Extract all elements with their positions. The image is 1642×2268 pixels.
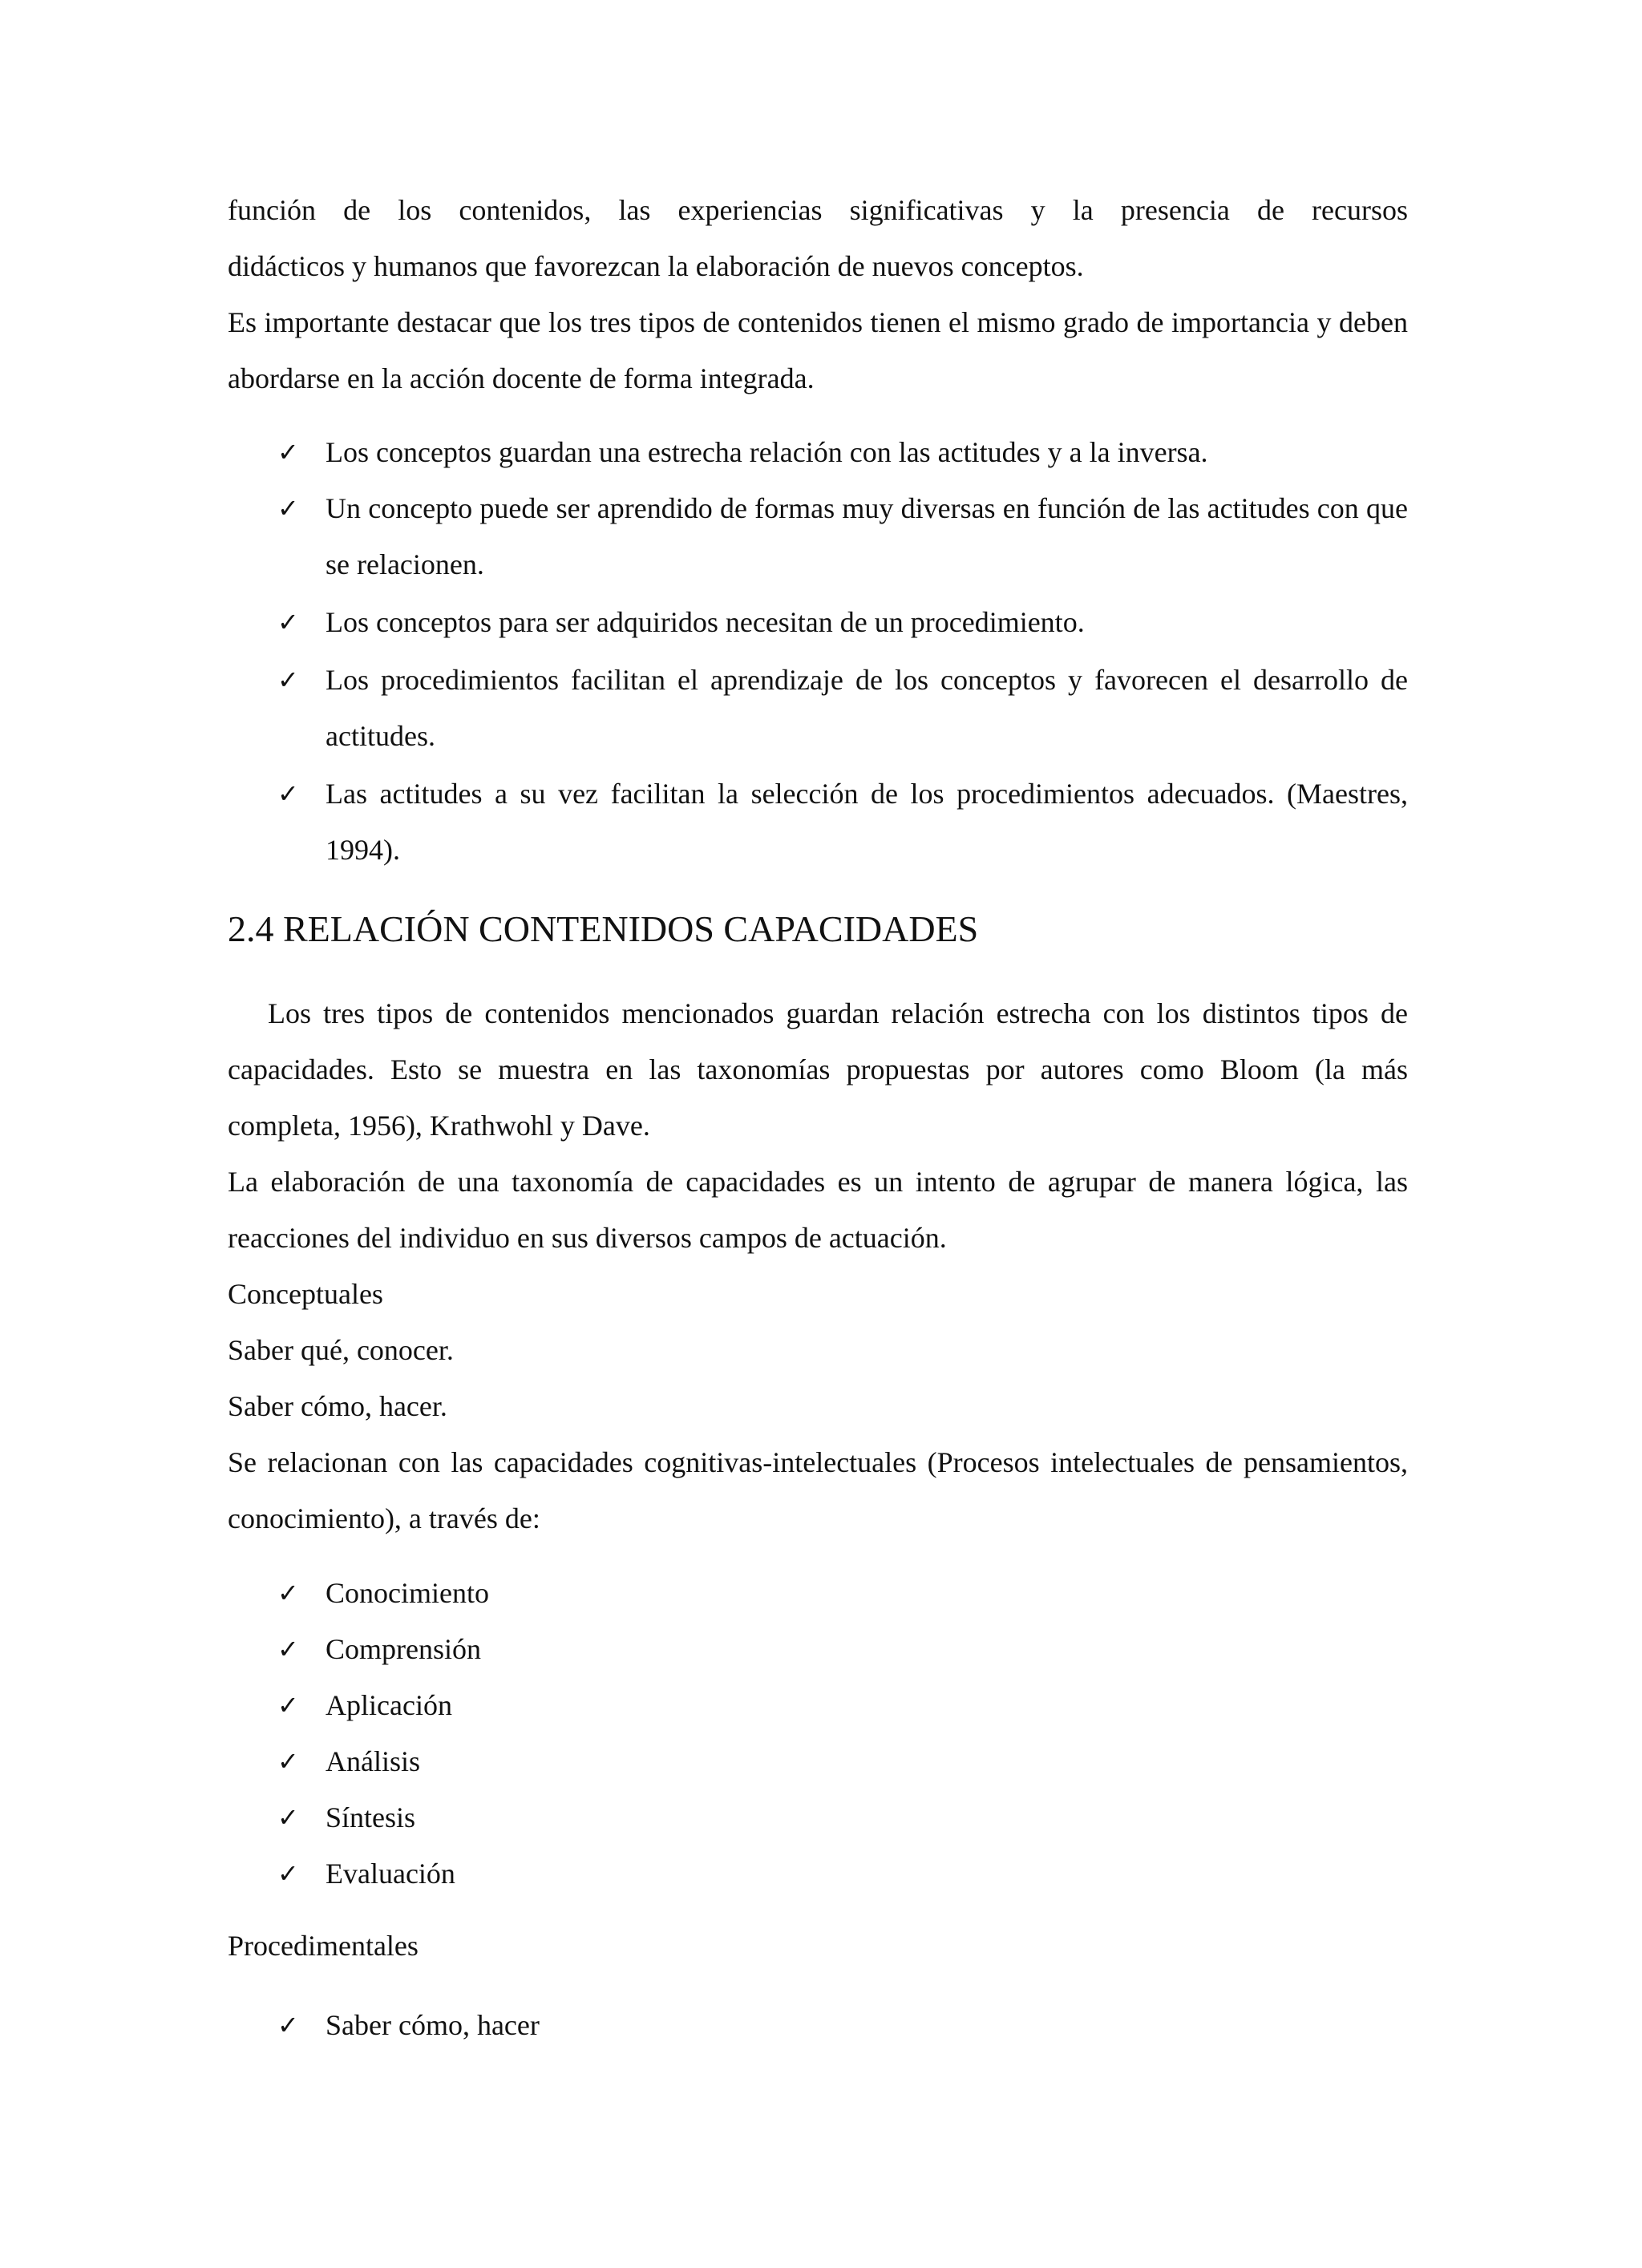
check-icon: ✓ — [277, 493, 299, 524]
list-item: ✓ Saber cómo, hacer — [228, 1997, 1408, 2053]
list-item: ✓ Comprensión — [228, 1621, 1408, 1677]
list-item: ✓ Análisis — [228, 1733, 1408, 1789]
conceptuales-label: Conceptuales — [228, 1278, 383, 1310]
check-icon: ✓ — [277, 1858, 299, 1889]
check-icon: ✓ — [277, 1578, 299, 1608]
procedimentales-label: Procedimentales — [228, 1930, 419, 1962]
check-icon: ✓ — [277, 1802, 299, 1833]
check-icon: ✓ — [277, 2010, 299, 2040]
check-icon: ✓ — [277, 1634, 299, 1664]
list-item: ✓ Síntesis — [228, 1789, 1408, 1846]
section-body — [228, 985, 1408, 1546]
procedimentales-list — [228, 1997, 1408, 2053]
section-paragraph-3: Se relacionan con las capacidades cognitivas-intelectuales (Procesos intelectuales de pensamientos, conocimiento), a través de: — [228, 1446, 1408, 1534]
check-icon: ✓ — [277, 665, 299, 695]
intro-paragraph-2: Es importante destacar que los tres tipos de contenidos tienen el mismo grado de importancia y deben abordarse en la acción docente de forma integrada. — [228, 306, 1408, 394]
saber-como-line: Saber cómo, hacer. — [228, 1390, 447, 1422]
list-item: ✓ Los conceptos guardan una estrecha relación con las actitudes y a la inversa. — [228, 424, 1408, 480]
list-item: ✓ Evaluación — [228, 1846, 1408, 1902]
check-icon: ✓ — [277, 607, 299, 637]
check-icon: ✓ — [277, 437, 299, 467]
cognitive-list — [228, 1565, 1408, 1902]
intro-line-2: didácticos y humanos que favorezcan la elaboración de nuevos conceptos. — [228, 250, 1084, 282]
intro-block — [228, 182, 1408, 406]
list-item: ✓ Las actitudes a su vez facilitan la selección de los procedimientos adecuados. (Maestres, 1994). — [228, 766, 1408, 878]
check-icon: ✓ — [277, 1746, 299, 1777]
list-item: ✓ Aplicación — [228, 1677, 1408, 1733]
section-paragraph-2: La elaboración de una taxonomía de capacidades es un intento de agrupar de manera lógica, las reacciones del individuo en sus diversos campos de actuación. — [228, 1166, 1408, 1254]
relations-list — [228, 424, 1408, 878]
check-icon: ✓ — [277, 778, 299, 809]
list-item: ✓ Un concepto puede ser aprendido de formas muy diversas en función de las actitudes con que se relacionen. — [228, 480, 1408, 592]
list-item: ✓ Los procedimientos facilitan el aprendizaje de los conceptos y favorecen el desarrollo de actitudes. — [228, 652, 1408, 764]
section-paragraph-1: Los tres tipos de contenidos mencionados guardan relación estrecha con los distintos tipos de capacidades. Esto se muestra en las taxonomías propuestas por autores como Bloom (la más completa, 1956), Krathwohl y Dave. — [228, 997, 1408, 1142]
saber-que-line: Saber qué, conocer. — [228, 1334, 454, 1366]
section-heading: 2.4 RELACIÓN CONTENIDOS CAPACIDADES — [228, 908, 979, 949]
list-item: ✓ Conocimiento — [228, 1565, 1408, 1621]
intro-line-1: función de los contenidos, las experiencias significativas y la presencia de recursos — [228, 194, 1408, 226]
list-item: ✓ Los conceptos para ser adquiridos necesitan de un procedimiento. — [228, 594, 1408, 650]
check-icon: ✓ — [277, 1690, 299, 1720]
